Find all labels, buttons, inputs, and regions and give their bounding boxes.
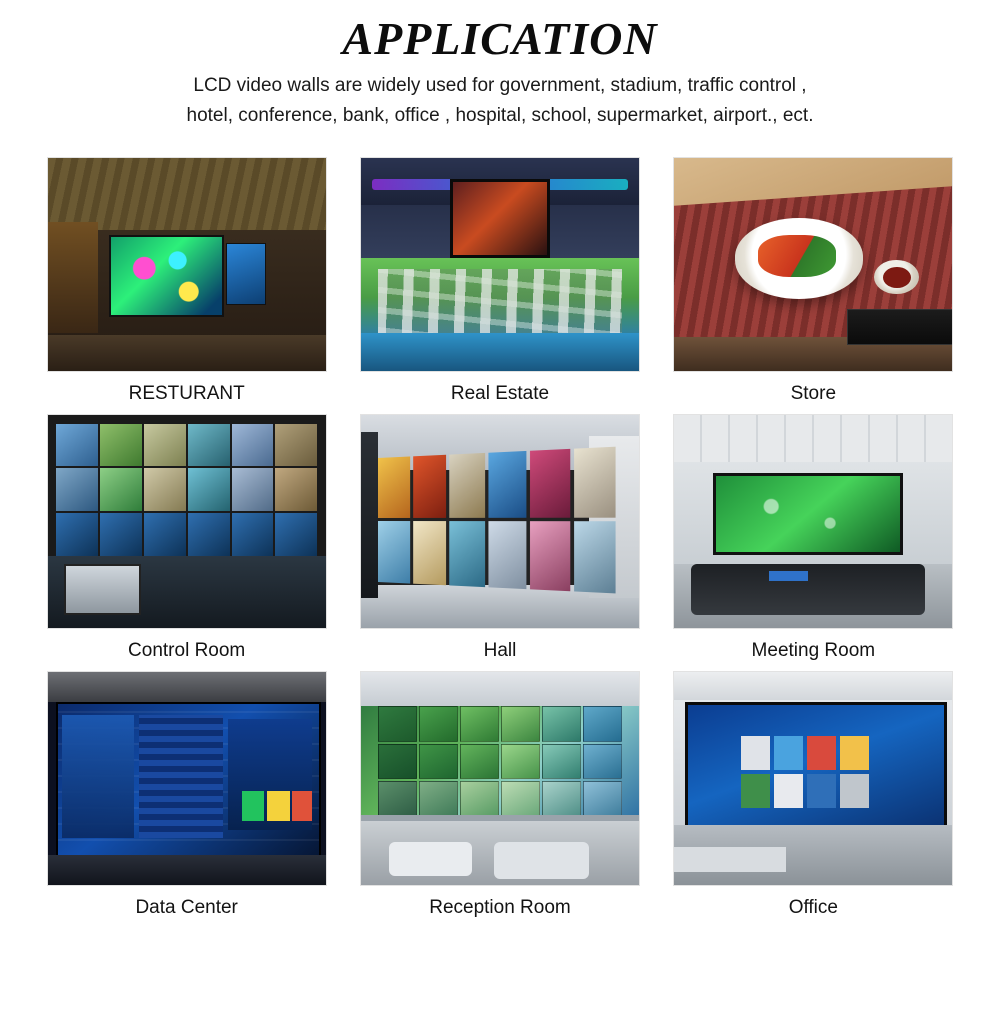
- store-photo: [673, 157, 953, 372]
- gallery-item-caption: Data Center: [135, 897, 238, 918]
- gallery-item: [30, 671, 343, 920]
- hall-photo: [360, 414, 640, 629]
- control-room-photo: [47, 414, 327, 629]
- gallery-item-caption: Reception Room: [429, 897, 571, 918]
- gallery-item: [657, 671, 970, 920]
- subtitle-line-2: hotel, conference, bank, office , hospital, school, supermarket, airport., ect.: [186, 105, 814, 126]
- application-gallery-grid: [0, 157, 1000, 920]
- gallery-item-caption: Real Estate: [450, 383, 550, 404]
- gallery-item: [343, 414, 656, 663]
- meeting-room-photo: [673, 414, 953, 629]
- data-center-photo: [47, 671, 327, 886]
- gallery-item-caption: Meeting Room: [751, 640, 876, 661]
- restaurant-photo: [47, 157, 327, 372]
- application-page: [0, 12, 1000, 1012]
- reception-room-photo: [360, 671, 640, 886]
- gallery-item: [657, 414, 970, 663]
- gallery-item-caption: Hall: [483, 640, 517, 661]
- gallery-item: [343, 157, 656, 406]
- gallery-item-caption: Control Room: [128, 640, 246, 661]
- gallery-item: [30, 157, 343, 406]
- office-photo: [673, 671, 953, 886]
- gallery-item: [657, 157, 970, 406]
- real-estate-photo: [360, 157, 640, 372]
- gallery-item-caption: Office: [788, 897, 838, 918]
- gallery-item-caption: Store: [790, 383, 837, 404]
- page-title: APPLICATION: [342, 13, 658, 64]
- gallery-item: [343, 671, 656, 920]
- gallery-item-caption: RESTURANT: [128, 383, 245, 404]
- subtitle-line-1: LCD video walls are widely used for government, stadium, traffic control ,: [193, 75, 807, 96]
- gallery-item: [30, 414, 343, 663]
- page-subtitle: [110, 71, 890, 131]
